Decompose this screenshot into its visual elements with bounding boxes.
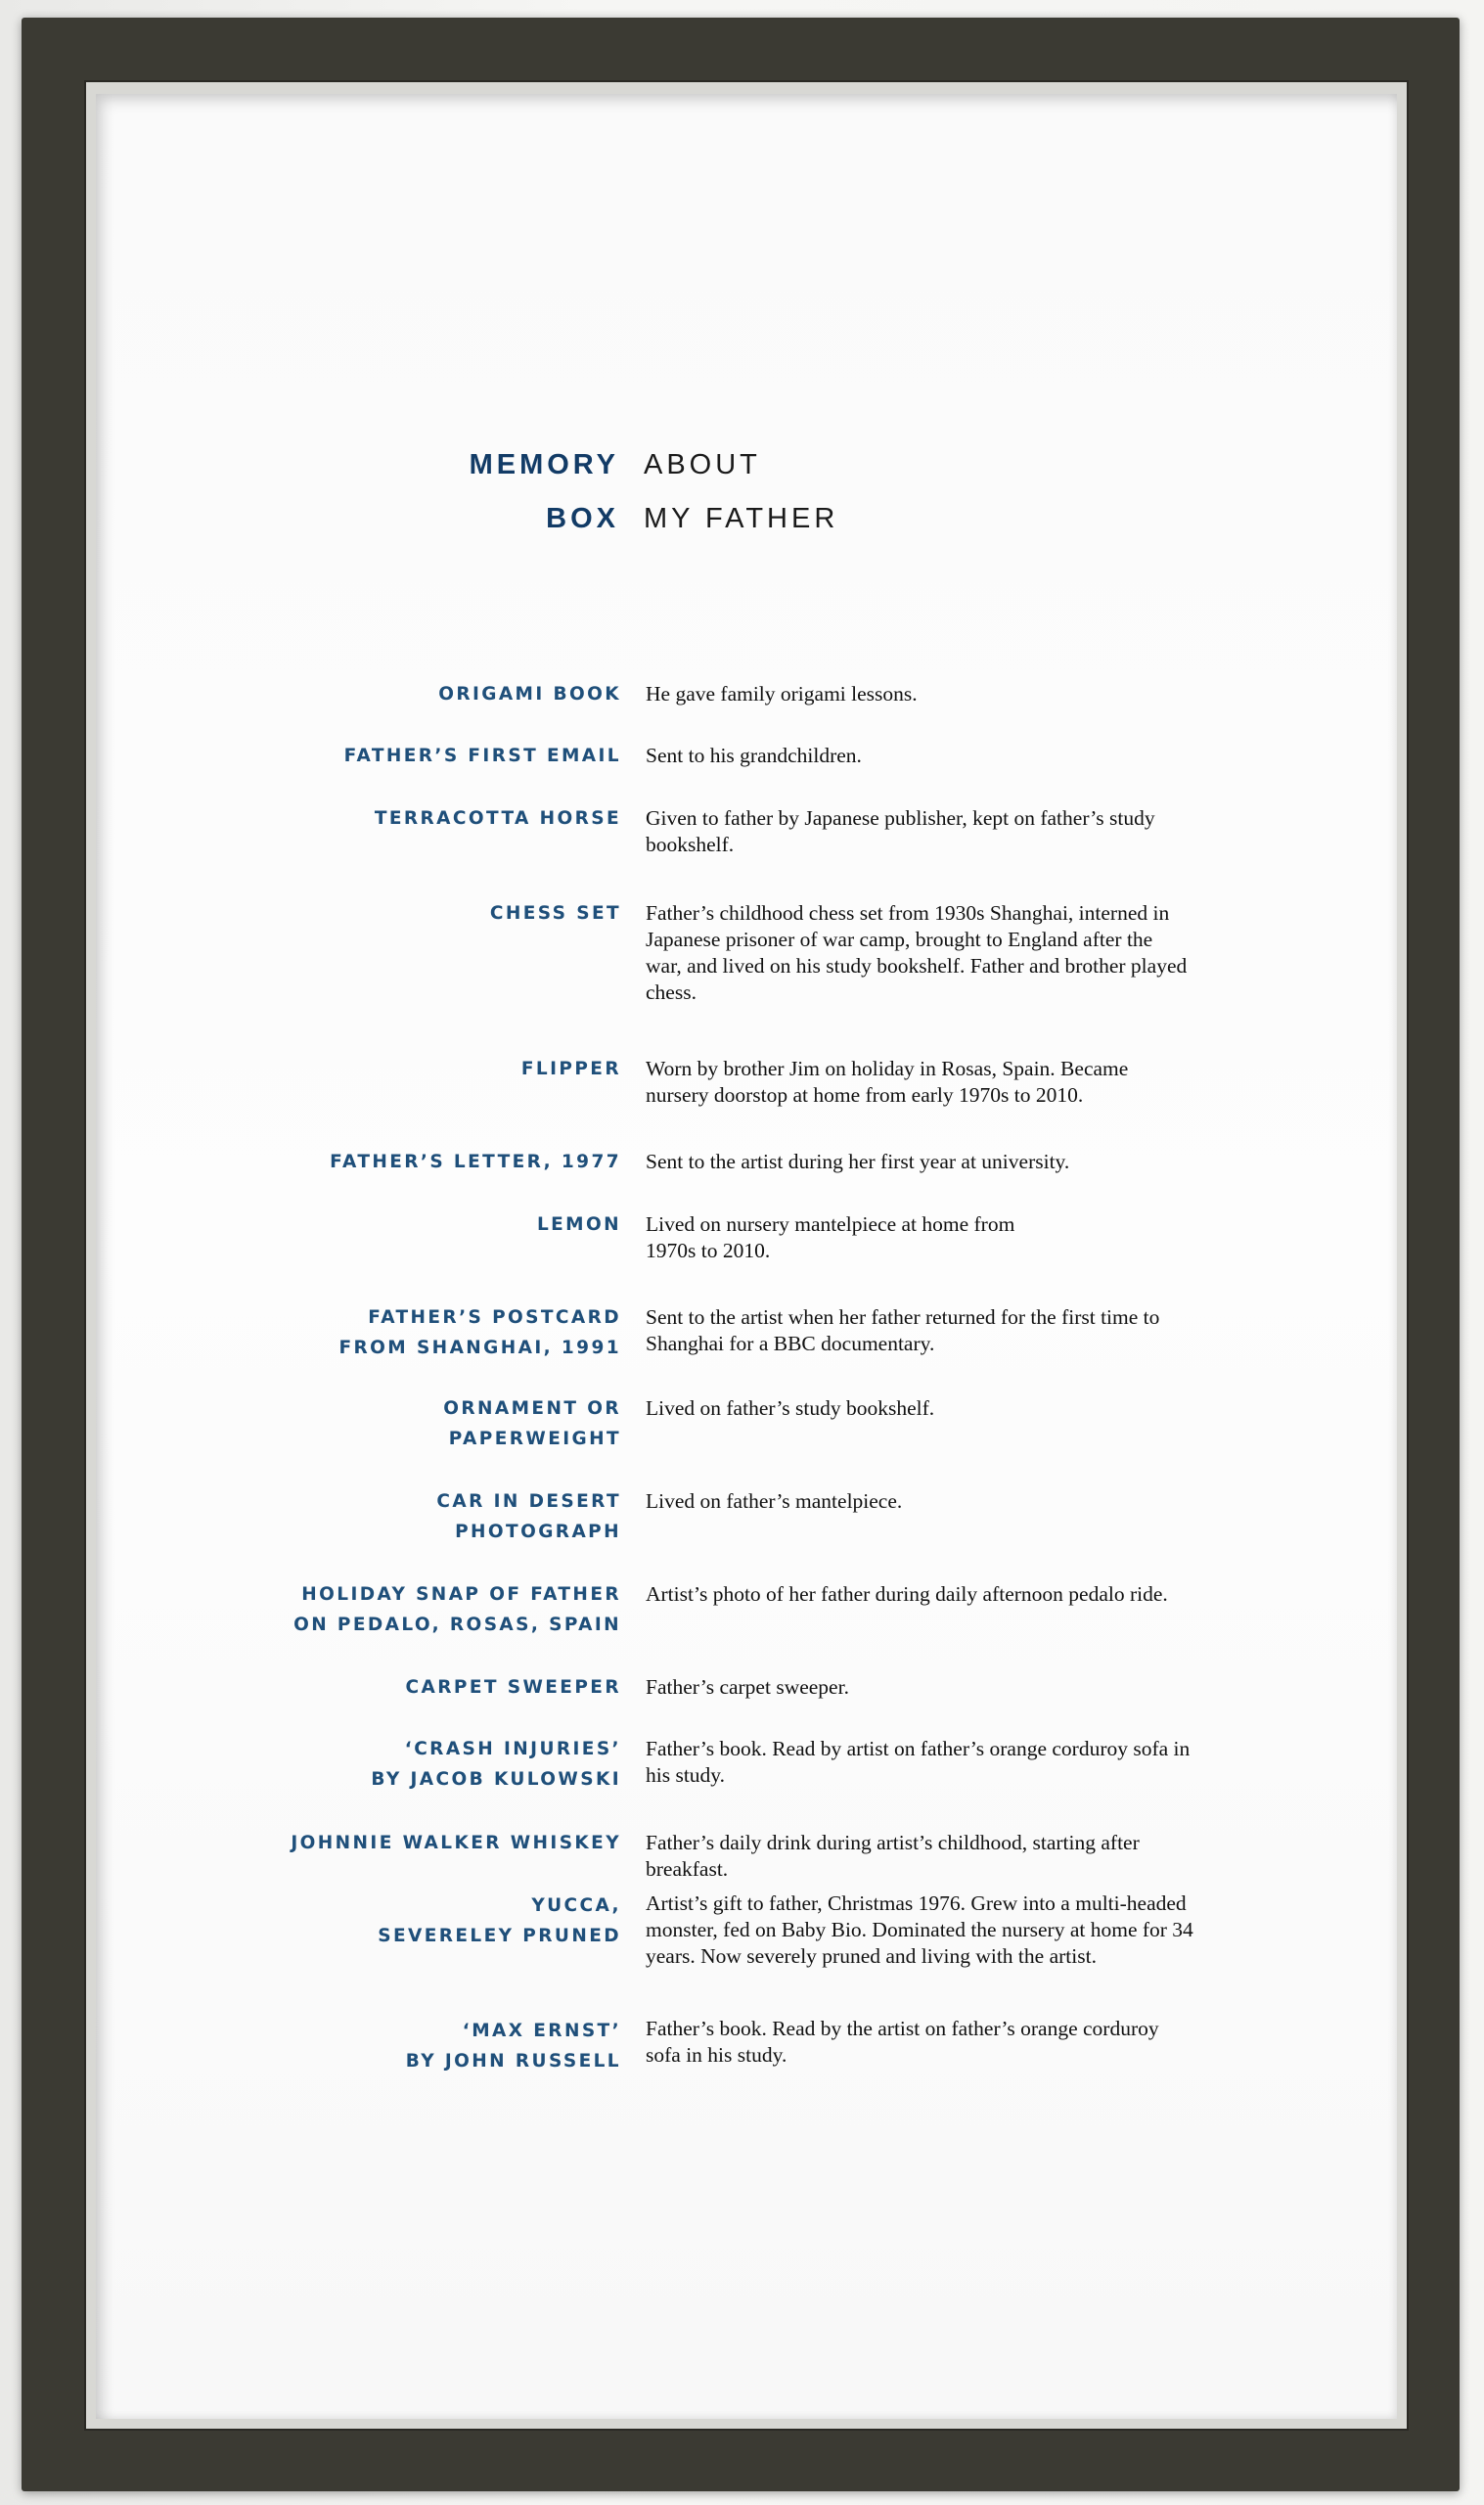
entry-text: Artist’s photo of her father during daily afternoon pedalo ride. (646, 1582, 1168, 1606)
entry-label: YUCCA, SEVERELEY PRUNED (378, 1895, 621, 1946)
entry-label: CAR IN DESERT PHOTOGRAPH (436, 1491, 621, 1542)
entry-text: He gave family origami lessons. (646, 682, 918, 706)
entry-text: Lived on father’s study bookshelf. (646, 1396, 935, 1420)
entry-label: TERRACOTTA HORSE (374, 808, 621, 829)
entry-label: ORIGAMI BOOK (438, 684, 621, 705)
entry-text: Lived on father’s mantelpiece. (646, 1489, 903, 1513)
entry-label: LEMON (536, 1214, 621, 1235)
entry-text: Father’s carpet sweeper. (646, 1675, 849, 1699)
entry-text: Worn by brother Jim on holiday in Rosas, Spain. Became nursery doorstop at home from early 1970s to 2010. (646, 1057, 1129, 1107)
entry-label: FATHER’S LETTER, 1977 (330, 1152, 621, 1172)
entry-label: FATHER’S POSTCARD FROM SHANGHAI, 1991 (338, 1307, 621, 1358)
entry-text: Father’s book. Read by artist on father’s orange corduroy sofa in his study. (646, 1737, 1191, 1787)
entry-text: Artist’s gift to father, Christmas 1976. Grew into a multi-headed monster, fed on Baby Bio. Dominated the nursery at home for 34 years. Now severely pruned and living with the artist. (646, 1891, 1193, 1968)
entry-text: Given to father by Japanese publisher, kept on father’s study bookshelf. (646, 806, 1155, 856)
title-memory: MEMORY (469, 449, 619, 480)
entry-label: ‘CRASH INJURIES’ BY JACOB KULOWSKI (371, 1739, 621, 1790)
entry-label: FATHER’S FIRST EMAIL (343, 746, 621, 766)
entry-text: Sent to the artist during her first year at university. (646, 1150, 1070, 1173)
entry-label: CHESS SET (489, 903, 621, 924)
title-box: BOX (546, 503, 619, 534)
title-my-father: MY FATHER (644, 503, 839, 534)
entry-text: Father’s childhood chess set from 1930s Shanghai, interned in Japanese prisoner of war camp, brought to England after the war, and lived on his study bookshelf. Father and brother played chess. (646, 901, 1188, 1004)
entry-text: Sent to the artist when her father returned for the first time to Shanghai for a BBC documentary. (646, 1305, 1160, 1355)
entry-text: Father’s daily drink during artist’s childhood, starting after breakfast. (646, 1831, 1140, 1881)
entry-label: CARPET SWEEPER (405, 1677, 621, 1698)
entry-label: FLIPPER (520, 1059, 621, 1079)
entry-text: Lived on nursery mantelpiece at home from 1970s to 2010. (646, 1212, 1015, 1262)
entry-label: ‘MAX ERNST’ BY JOHN RUSSELL (405, 2021, 621, 2072)
entry-label: JOHNNIE WALKER WHISKEY (291, 1833, 621, 1853)
title-about: ABOUT (644, 449, 761, 480)
entry-text: Sent to his grandchildren. (646, 744, 862, 767)
entry-label: HOLIDAY SNAP OF FATHER ON PEDALO, ROSAS, SPAIN (293, 1584, 621, 1635)
entry-label: ORNAMENT OR PAPERWEIGHT (443, 1398, 621, 1449)
entry-text: Father’s book. Read by the artist on father’s orange corduroy sofa in his study. (646, 2017, 1159, 2067)
